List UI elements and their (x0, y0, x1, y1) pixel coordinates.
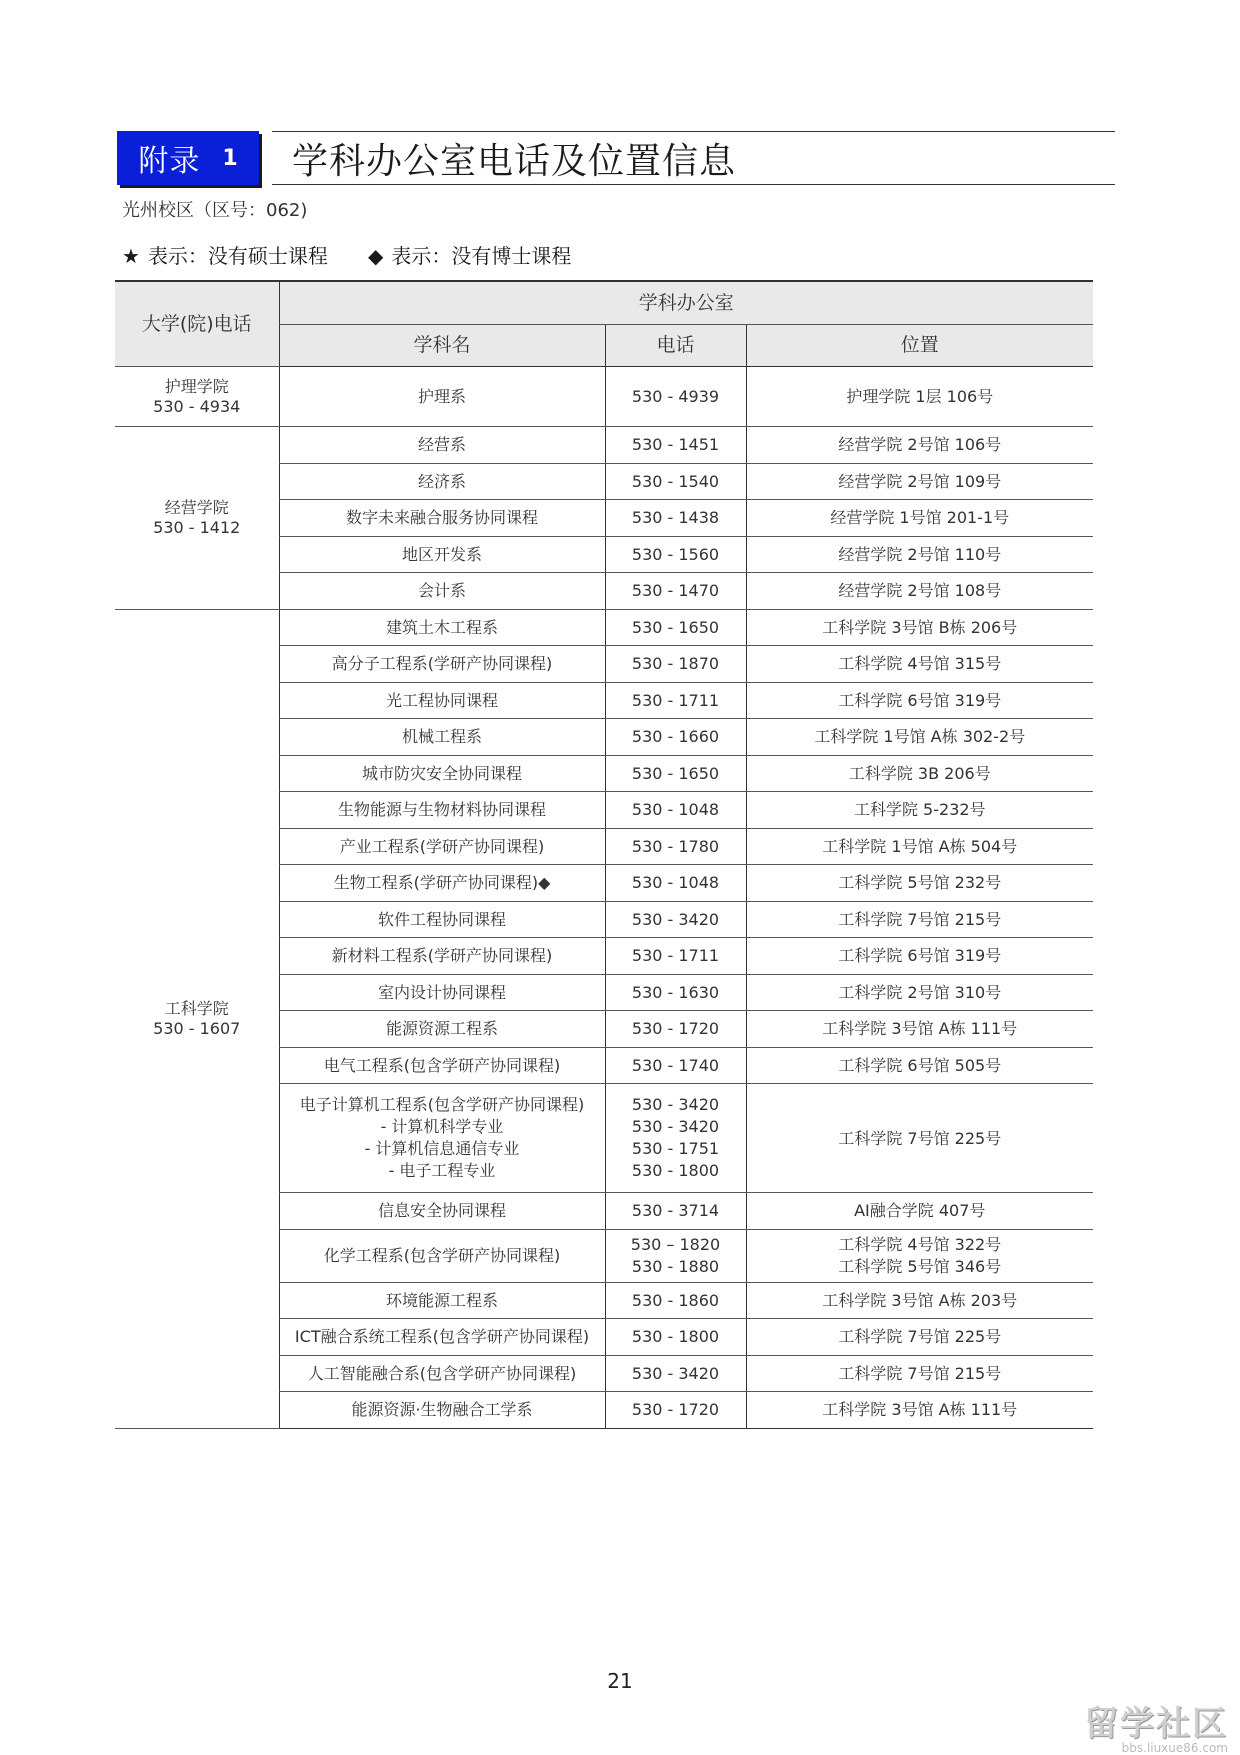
table-row (115, 367, 1093, 427)
dept-name: 化学工程系(包含学研产协同课程) (279, 1229, 605, 1282)
dept-name: 地区开发系 (279, 536, 605, 573)
college-name: 工科学院 (164, 998, 229, 1018)
dept-location: 工科学院 7号馆 225号 (746, 1084, 1093, 1193)
dept-location: 工科学院 6号馆 505号 (746, 1047, 1093, 1084)
dept-name: 光工程协同课程 (279, 682, 605, 719)
phone-line: 530 - 1751 (631, 1139, 720, 1158)
major-line: - 计算机科学专业 (380, 1117, 504, 1136)
office-info-table (115, 280, 1093, 1429)
dept-phone: 530 - 1740 (605, 1047, 746, 1084)
dept-name: 电气工程系(包含学研产协同课程) (279, 1047, 605, 1084)
table-row (115, 427, 1093, 464)
dept-location: 工科学院 7号馆 225号 (746, 1319, 1093, 1356)
dept-location: 经营学院 2号馆 109号 (746, 463, 1093, 500)
dept-phone: 530 - 1540 (605, 463, 746, 500)
dept-name: 机械工程系 (279, 719, 605, 756)
dept-location: 经营学院 2号馆 108号 (746, 573, 1093, 610)
dept-phone: 530 - 1630 (605, 974, 746, 1011)
dept-location: 工科学院 6号馆 319号 (746, 938, 1093, 975)
dept-phone: 530 - 1720 (605, 1392, 746, 1429)
dept-name: 人工智能融合系(包含学研产协同课程) (279, 1355, 605, 1392)
dept-phone: 530 - 3420 (605, 901, 746, 938)
location-line: 工科学院 4号馆 322号 (838, 1234, 1002, 1254)
dept-location: 护理学院 1层 106号 (746, 367, 1093, 427)
college-name: 经营学院 (164, 497, 229, 517)
dept-name: ICT融合系统工程系(包含学研产协同课程) (279, 1319, 605, 1356)
dept-phone: 530 - 1438 (605, 500, 746, 537)
header-dept: 学科名 (279, 325, 605, 367)
phone-line: 530 - 3420 (631, 1117, 720, 1136)
dept-name: 高分子工程系(学研产协同课程) (279, 646, 605, 683)
dept-location: 工科学院 1号馆 A栋 504号 (746, 828, 1093, 865)
college-phone: 530 - 1607 (153, 1018, 241, 1038)
dept-phone: 530 - 1711 (605, 682, 746, 719)
dept-location: 工科学院 7号馆 215号 (746, 901, 1093, 938)
page-number: 21 (607, 1669, 633, 1693)
dept-location: 工科学院 3号馆 A栋 111号 (746, 1392, 1093, 1429)
header-location: 位置 (746, 325, 1093, 367)
dept-name: 室内设计协同课程 (279, 974, 605, 1011)
college-phone: 530 - 1412 (153, 517, 241, 537)
dept-location: 经营学院 2号馆 110号 (746, 536, 1093, 573)
dept-location: 工科学院 3号馆 B栋 206号 (746, 609, 1093, 646)
dept-location: 工科学院 5-232号 (746, 792, 1093, 829)
dept-phone: 530 - 1470 (605, 573, 746, 610)
dept-name: 经济系 (279, 463, 605, 500)
major-line: - 电子工程专业 (388, 1161, 496, 1180)
dept-location: 工科学院 3号馆 A栋 111号 (746, 1011, 1093, 1048)
dept-location: 工科学院 6号馆 319号 (746, 682, 1093, 719)
dept-phone: 530 - 1780 (605, 828, 746, 865)
header-college: 大学(院)电话 (115, 281, 279, 367)
dept-phone: 530 - 1451 (605, 427, 746, 464)
dept-phone: 530 - 1048 (605, 792, 746, 829)
phone-line: 530 - 3420 (631, 1095, 720, 1114)
dept-name (279, 1084, 605, 1193)
dept-name: 生物工程系(学研产协同课程)◆ (279, 865, 605, 902)
dept-location: 工科学院 2号馆 310号 (746, 974, 1093, 1011)
table-row (115, 609, 1093, 646)
dept-location: 经营学院 1号馆 201-1号 (746, 500, 1093, 537)
dept-name: 城市防灾安全协同课程 (279, 755, 605, 792)
dept-location: 工科学院 1号馆 A栋 302-2号 (746, 719, 1093, 756)
major-line: - 计算机信息通信专业 (364, 1139, 520, 1158)
college-name: 护理学院 (164, 376, 229, 396)
college-cell (115, 367, 279, 427)
diamond-icon: ◆ (367, 244, 384, 268)
dept-name: 新材料工程系(学研产协同课程) (279, 938, 605, 975)
dept-location: 工科学院 3号馆 A栋 203号 (746, 1282, 1093, 1319)
header-group: 学科办公室 (279, 281, 1093, 325)
page-title: 学科办公室电话及位置信息 (272, 131, 1115, 185)
dept-phone: 530 - 1860 (605, 1282, 746, 1319)
dept-name: 能源资源工程系 (279, 1011, 605, 1048)
phone-line: 530 - 1800 (631, 1161, 720, 1180)
dept-name-line: 电子计算机工程系(包含学研产协同课程) (299, 1095, 585, 1114)
location-line: 工科学院 5号馆 346号 (838, 1256, 1002, 1276)
dept-phone (605, 1084, 746, 1193)
dept-phone: 530 - 3714 (605, 1193, 746, 1230)
legend-text: 表示：没有博士课程 (391, 244, 572, 268)
dept-location: 工科学院 4号馆 315号 (746, 646, 1093, 683)
legend-item-no-doctor (368, 240, 571, 269)
watermark-url: bbs.liuxue86.com (1121, 1741, 1228, 1755)
dept-location (746, 1229, 1093, 1282)
dept-phone: 530 - 1800 (605, 1319, 746, 1356)
watermark (1084, 1696, 1228, 1755)
dept-phone: 530 - 1650 (605, 755, 746, 792)
dept-location: 工科学院 5号馆 232号 (746, 865, 1093, 902)
dept-name: 信息安全协同课程 (279, 1193, 605, 1230)
college-cell (115, 609, 279, 1428)
dept-name: 数字未来融合服务协同课程 (279, 500, 605, 537)
appendix-header (117, 131, 1115, 185)
dept-phone: 530 - 1711 (605, 938, 746, 975)
dept-phone: 530 - 1048 (605, 865, 746, 902)
dept-location: AI融合学院 407号 (746, 1193, 1093, 1230)
dept-location: 工科学院 7号馆 215号 (746, 1355, 1093, 1392)
dept-name: 生物能源与生物材料协同课程 (279, 792, 605, 829)
dept-name: 软件工程协同课程 (279, 901, 605, 938)
watermark-text: 留学社区 (1084, 1704, 1228, 1744)
college-phone: 530 - 4934 (153, 396, 241, 416)
dept-name: 能源资源·生物融合工学系 (279, 1392, 605, 1429)
dept-phone: 530 - 1720 (605, 1011, 746, 1048)
dept-phone: 530 - 1870 (605, 646, 746, 683)
dept-location: 经营学院 2号馆 106号 (746, 427, 1093, 464)
legend (122, 240, 571, 269)
dept-name: 建筑土木工程系 (279, 609, 605, 646)
college-cell (115, 427, 279, 610)
dept-name: 护理系 (279, 367, 605, 427)
dept-name: 环境能源工程系 (279, 1282, 605, 1319)
legend-text: 表示：没有硕士课程 (147, 244, 328, 268)
appendix-number: 1 (222, 145, 238, 171)
dept-name: 经营系 (279, 427, 605, 464)
dept-phone: 530 - 4939 (605, 367, 746, 427)
dept-phone: 530 - 1660 (605, 719, 746, 756)
phone-line: 530 - 1880 (631, 1256, 720, 1276)
appendix-label: 附录 (138, 144, 201, 179)
dept-phone (605, 1229, 746, 1282)
dept-phone: 530 - 3420 (605, 1355, 746, 1392)
header-phone: 电话 (605, 325, 746, 367)
phone-line: 530 – 1820 (630, 1234, 721, 1254)
dept-phone: 530 - 1650 (605, 609, 746, 646)
dept-name: 产业工程系(学研产协同课程) (279, 828, 605, 865)
dept-location: 工科学院 3B 206号 (746, 755, 1093, 792)
star-icon: ★ (122, 244, 140, 268)
campus-label: 光州校区（区号：062) (122, 200, 308, 221)
legend-item-no-master (122, 240, 328, 269)
dept-phone: 530 - 1560 (605, 536, 746, 573)
appendix-badge (117, 131, 259, 185)
dept-name: 会计系 (279, 573, 605, 610)
